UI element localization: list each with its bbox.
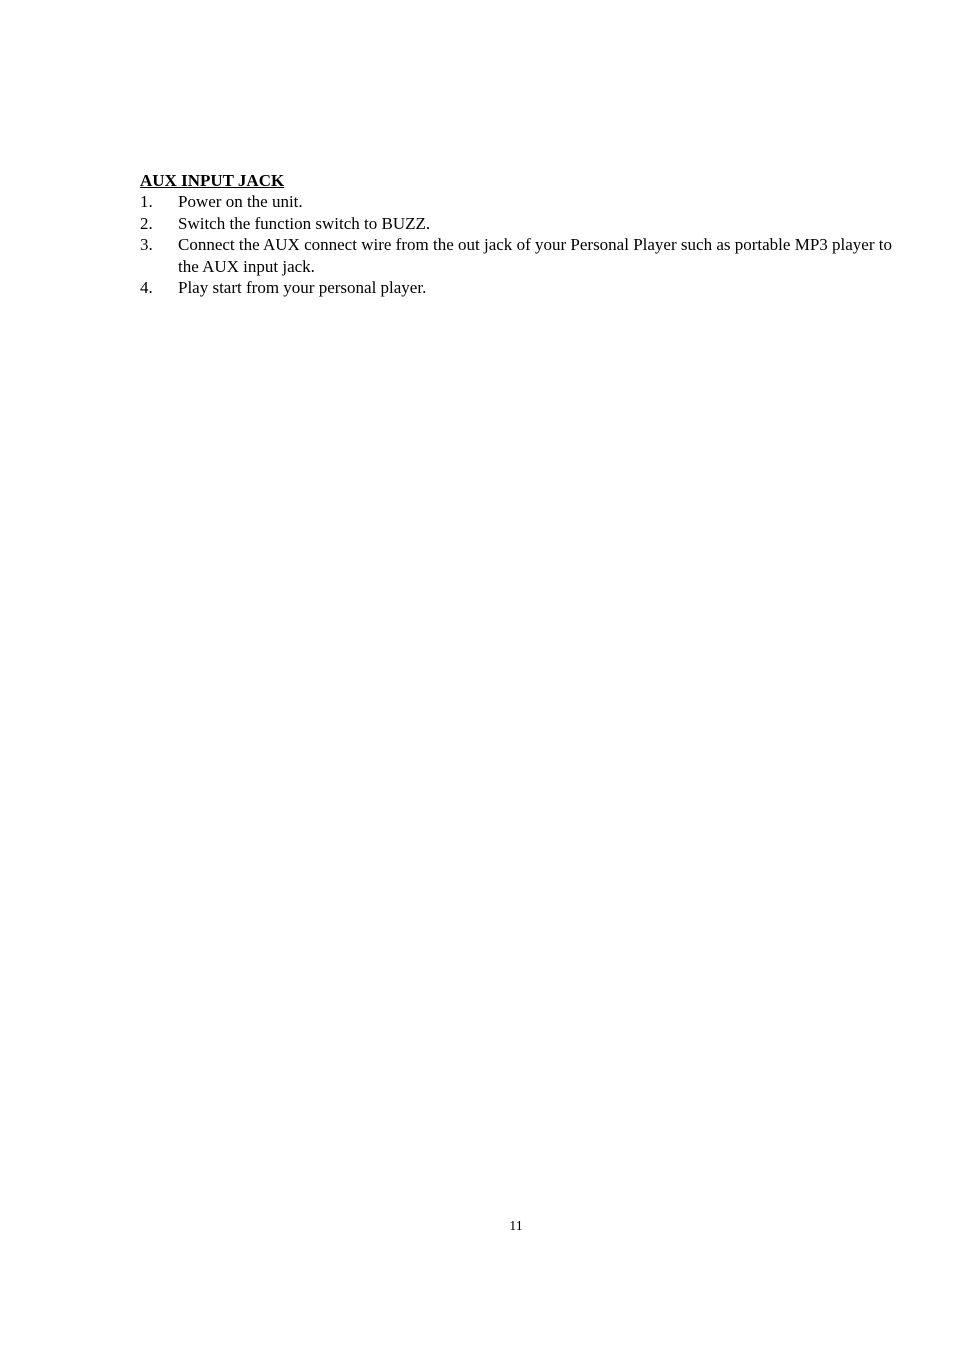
section-heading: AUX INPUT JACK xyxy=(140,171,285,190)
step-number: 1. xyxy=(140,192,153,211)
step-text: Switch the function switch to BUZZ. xyxy=(178,213,431,233)
step-number: 3. xyxy=(140,235,153,254)
step-text: Play start from your personal player. xyxy=(178,278,427,297)
step-number: 4. xyxy=(140,278,153,297)
instruction-list xyxy=(140,191,892,299)
page-number: 11 xyxy=(509,1219,523,1234)
list-item xyxy=(140,277,892,299)
list-item xyxy=(140,213,892,235)
aux-input-section xyxy=(140,170,892,299)
list-item xyxy=(140,191,892,213)
step-number: 2. xyxy=(140,213,153,233)
list-item xyxy=(140,234,892,277)
step-text: Power on the unit. xyxy=(178,192,303,211)
step-text: Connect the AUX connect wire from the out jack of your Personal Player such as portable MP3 player to the AUX input jack. xyxy=(178,235,892,276)
